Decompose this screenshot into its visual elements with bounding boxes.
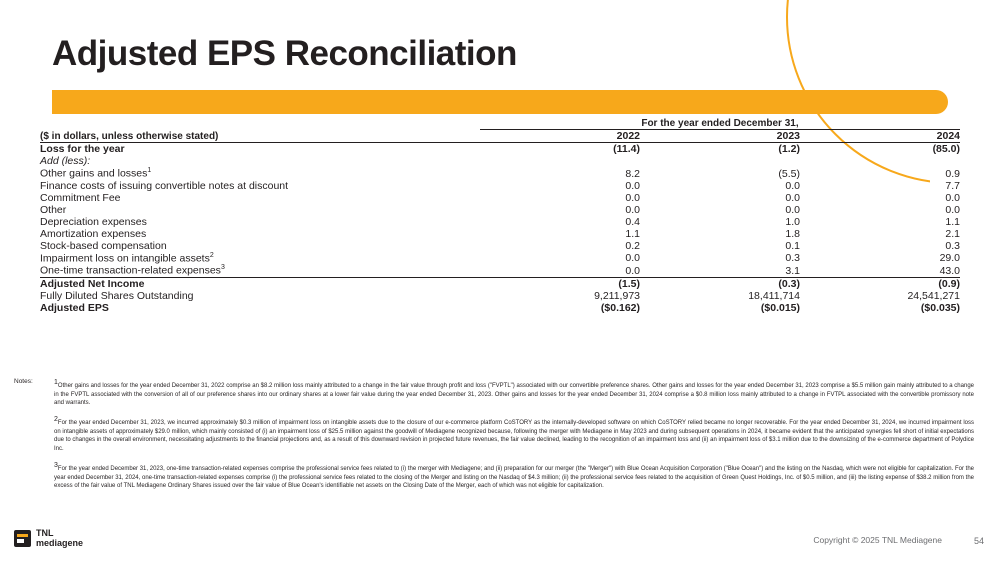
table-row xyxy=(40,155,960,167)
row-value: 0.0 xyxy=(625,191,640,204)
footnote-marker: 3 xyxy=(220,264,225,271)
table-row xyxy=(40,264,960,277)
row-value: 18,411,714 xyxy=(748,289,800,302)
row-label: Other xyxy=(40,203,67,216)
header-units-label: ($ in dollars, unless otherwise stated) xyxy=(40,130,480,143)
row-value: 0.1 xyxy=(785,239,800,252)
note-marker: 3 xyxy=(54,461,58,469)
table-row xyxy=(40,180,960,192)
row-label: Stock-based compensation xyxy=(40,239,167,252)
note-paragraph: $^2$For the year ended December 31, 2023, we incurred approximately $0.3 million of impairment loss on intangible assets due to the closure of our e-commerce platform CoSTORY as the internally-developed software on which CoSTORY relied became no longer recoverable. For the year ended December 31, 2024, we incurred impairment loss on intangible assets of approximately $29.0 million, which mainly consisted of (i) an impairment loss of $25.5 million against the goodwill of Mediagene recognized because, following the merger with Mediagene in May 2023 and during subsequent operations in 2024, it became evident that the anticipated synergies fell short of initial expectations due to changes in the overall environment, necessitating adjustments to the financial projections and, as a result of this downward revision in projected future revenues, the fair value declined, leading to the recognition of an impairment loss and (ii) an impairment loss of $3.1 million due to the downsizing of the e-commerce department of Polydice Inc. xyxy=(54,416,974,453)
row-value: (85.0) xyxy=(932,143,960,155)
table-row xyxy=(40,302,960,314)
row-value: 0.0 xyxy=(785,203,800,216)
row-label: One-time transaction-related expenses$^3$ xyxy=(40,264,225,277)
row-value: 0.9 xyxy=(945,167,960,180)
column-header-year-2023: 2023 xyxy=(640,130,800,143)
row-value xyxy=(640,155,800,167)
page-number: 54 xyxy=(973,536,984,546)
row-value: 9,211,973 xyxy=(594,289,640,302)
row-value: 29.0 xyxy=(939,252,960,264)
row-value: 2.1 xyxy=(945,227,960,240)
row-value: 0.0 xyxy=(625,203,640,216)
row-label: Other gains and losses$^1$ xyxy=(40,167,152,180)
table-row xyxy=(40,277,960,290)
row-value: (0.3) xyxy=(640,277,800,290)
row-label: Impairment loss on intangible assets$^2$ xyxy=(40,251,214,264)
financial-table-wrapper xyxy=(40,118,960,314)
table-row xyxy=(40,167,960,180)
row-value: 1.0 xyxy=(785,215,800,228)
row-label: Adjusted Net Income xyxy=(40,277,480,290)
row-value: 0.4 xyxy=(625,215,640,228)
row-value: ($0.162) xyxy=(600,301,640,314)
notes-label: Notes: xyxy=(14,378,33,385)
row-value: (0.9) xyxy=(800,277,960,290)
row-value: 1.1 xyxy=(945,215,960,228)
row-label: Loss for the year xyxy=(40,143,125,155)
note-paragraph: $^1$Other gains and losses for the year ended December 31, 2022 comprise an $8.2 million loss mainly attributed to a change in the fair value through profit and loss ("FVPTL") associated with our convertible preference shares. Other gains and losses for the year ended December 31, 2023 comprise a $5.5 million gain mainly attributed to a change in the FVPTL associated with the conversion of all of our preference shares into our ordinary shares at a lower fair value during the year ended December 31, 2023. Other gains and losses for the year ended December 31, 2024 comprise a $0.8 million loss mainly attributed to a change in FVTPL associated with the convertible promissory note and warrants. xyxy=(54,379,974,407)
table-row xyxy=(40,204,960,216)
table-body xyxy=(40,143,960,314)
brand-logo xyxy=(14,529,83,548)
table-row xyxy=(40,143,960,156)
row-label: Fully Diluted Shares Outstanding xyxy=(40,289,194,302)
table-row xyxy=(40,192,960,204)
logo-line-1: TNL xyxy=(36,528,54,539)
row-value xyxy=(800,155,960,167)
row-value: 0.0 xyxy=(945,203,960,216)
row-value: 3.1 xyxy=(785,264,800,277)
row-value: 7.7 xyxy=(945,179,960,192)
row-label: Adjusted EPS xyxy=(40,301,109,314)
table-header xyxy=(40,118,960,143)
note-marker: 2 xyxy=(54,416,58,424)
table-row xyxy=(40,290,960,302)
row-value: 0.0 xyxy=(625,252,640,264)
row-label: Add (less): xyxy=(40,155,91,167)
table-row xyxy=(40,216,960,228)
notes-section xyxy=(14,378,974,498)
table-header-year-row xyxy=(40,130,960,143)
footnote-marker: 2 xyxy=(209,251,214,259)
row-value: (11.4) xyxy=(613,143,640,155)
row-label: Commitment Fee xyxy=(40,191,121,204)
row-value: 0.3 xyxy=(945,239,960,252)
row-value: 0.0 xyxy=(945,191,960,204)
table-row xyxy=(40,240,960,252)
footnote-marker: 1 xyxy=(147,167,152,174)
row-value: (1.2) xyxy=(778,143,800,155)
notes-body xyxy=(54,378,974,491)
row-value: 1.8 xyxy=(785,227,800,240)
logo-mark-icon xyxy=(14,530,31,547)
page-title: Adjusted EPS Reconciliation xyxy=(52,34,517,73)
row-value: 43.0 xyxy=(939,264,960,277)
row-value: 8.2 xyxy=(625,167,640,180)
row-value: 0.0 xyxy=(785,179,800,192)
table-header-span-row xyxy=(40,118,960,130)
row-value: (1.5) xyxy=(480,277,640,290)
logo-text xyxy=(36,529,83,548)
row-label: Depreciation expenses xyxy=(40,215,147,228)
row-label: Finance costs of issuing convertible notes at discount xyxy=(40,179,289,192)
row-label: Amortization expenses xyxy=(40,227,147,240)
column-header-year-2024: 2024 xyxy=(800,130,960,143)
spacer-cell xyxy=(40,118,480,130)
copyright-text: Copyright © 2025 TNL Mediagene xyxy=(813,535,942,545)
column-header-year-2022: 2022 xyxy=(480,130,640,143)
row-value: 1.1 xyxy=(625,227,640,240)
row-value xyxy=(480,155,640,167)
row-value: 0.0 xyxy=(625,179,640,192)
table-row xyxy=(40,228,960,240)
row-value: 0.0 xyxy=(625,264,640,277)
note-marker: 1 xyxy=(54,379,58,386)
financial-table xyxy=(40,118,960,314)
table-row xyxy=(40,252,960,265)
row-value: 0.3 xyxy=(785,252,800,264)
row-value: 0.0 xyxy=(785,191,800,204)
row-value: ($0.015) xyxy=(760,301,800,314)
logo-line-2: mediagene xyxy=(36,537,84,548)
row-value: 0.2 xyxy=(625,239,640,252)
note-paragraph: $^3$For the year ended December 31, 2023, one-time transaction-related expenses comprise the professional service fees related to (i) the merger with Mediagene; and (ii) preparation for our merger (the "Merger") with Blue Ocean Acquisition Corporation ("Blue Ocean") and the listing on the Nasdaq, which were not eligible for capitalization. For the year ended December 31, 2024, one-time transaction-related expenses comprise (i) the professional service fees related to the closing of the Merger and listing on the Nasdaq of $4.3 million; (ii) the professional service fees related to the acquisition of Green Quest Holdings, Inc. of $0.5 million, and (iii) the listing expense of $38.2 million from the excess of the fair value of TNL Mediagene Ordinary Shares issued over the fair value of Blue Ocean's identifiable net assets on the Closing Date of the Merger, each of which was not eligible for capitalization. xyxy=(54,461,974,490)
row-value: 24,541,271 xyxy=(907,289,960,302)
row-value: ($0.035) xyxy=(920,301,960,314)
header-period-label: For the year ended December 31, xyxy=(480,118,960,130)
accent-bar xyxy=(52,90,948,114)
row-value: (5.5) xyxy=(778,167,800,180)
